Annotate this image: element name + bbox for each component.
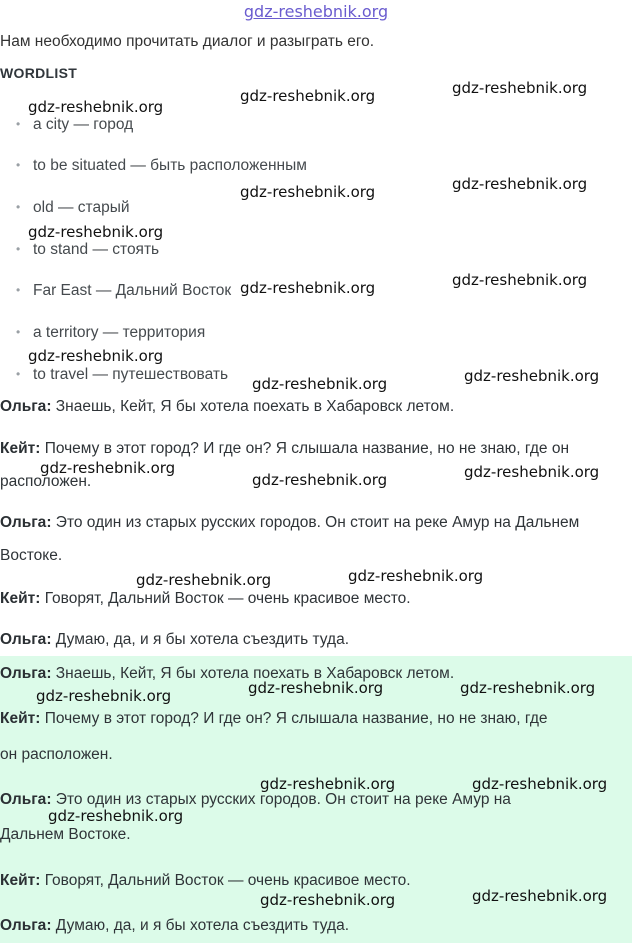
watermark-text: gdz-reshebnik.org — [40, 459, 176, 477]
dialog-line — [0, 710, 548, 728]
speaker-name: Ольга: — [0, 398, 52, 415]
wordlist-item — [16, 324, 205, 342]
bullet-icon: • — [16, 200, 21, 214]
watermark-text: gdz-reshebnik.org — [240, 279, 376, 297]
wordlist-item-text: to stand — стоять — [33, 241, 160, 258]
dialog-text: Думаю, да, и я бы хотела съездить туда. — [55, 631, 349, 648]
dialog-text: Говорят, Дальний Восток — очень красивое место. — [44, 590, 411, 607]
speaker-name: Кейт: — [0, 872, 41, 889]
watermark-text: gdz-reshebnik.org — [28, 223, 164, 241]
watermark-text: gdz-reshebnik.org — [36, 687, 172, 705]
speaker-name: Кейт: — [0, 440, 41, 457]
watermark-text: gdz-reshebnik.org — [452, 175, 588, 193]
wordlist-title: WORDLIST — [0, 65, 78, 81]
dialog-text: Это один из старых русских городов. Он стоит на реке Амур на Дальнем — [55, 514, 580, 531]
dialog-line — [0, 514, 579, 532]
watermark-text: gdz-reshebnik.org — [460, 679, 596, 697]
watermark-text: gdz-reshebnik.org — [472, 775, 608, 793]
dialog-text: Это один из старых русских городов. Он стоит на реке Амур на — [55, 791, 511, 808]
speaker-name: Ольга: — [0, 665, 52, 682]
wordlist-item — [16, 282, 231, 300]
watermark-text: gdz-reshebnik.org — [136, 571, 272, 589]
dialog-line — [0, 665, 454, 683]
speaker-name: Ольга: — [0, 631, 52, 648]
watermark-text: gdz-reshebnik.org — [260, 775, 396, 793]
dialog-line — [0, 917, 349, 935]
dialog-text: Знаешь, Кейт, Я бы хотела поехать в Хабаровск летом. — [55, 398, 455, 415]
dialog-line — [0, 440, 569, 458]
watermark-text: gdz-reshebnik.org — [252, 471, 388, 489]
watermark-text: gdz-reshebnik.org — [260, 891, 396, 909]
speaker-name: Ольга: — [0, 917, 52, 934]
watermark-text: gdz-reshebnik.org — [464, 367, 600, 385]
bullet-icon: • — [16, 367, 21, 381]
dialog-text: Думаю, да, и я бы хотела съездить туда. — [55, 917, 349, 934]
bullet-icon: • — [16, 158, 21, 172]
site-header-link[interactable]: gdz-reshebnik.org — [243, 2, 389, 21]
dialog-text: Говорят, Дальний Восток — очень красивое место. — [44, 872, 411, 889]
wordlist-item — [16, 366, 228, 384]
watermark-text: gdz-reshebnik.org — [48, 807, 184, 825]
intro-text: Нам необходимо прочитать диалог и разыграть его. — [0, 33, 375, 50]
dialog-text: Почему в этот город? И где он? Я слышала название, но не знаю, где — [44, 710, 548, 727]
speaker-name: Кейт: — [0, 710, 41, 727]
bullet-icon: • — [16, 283, 21, 297]
watermark-text: gdz-reshebnik.org — [28, 98, 164, 116]
wordlist-item-text: a city — город — [33, 116, 134, 133]
watermark-text: gdz-reshebnik.org — [252, 375, 388, 393]
wordlist-item — [16, 157, 307, 175]
speaker-name: Ольга: — [0, 791, 52, 808]
dialog-line-continued: Дальнем Востоке. — [0, 826, 131, 843]
watermark-text: gdz-reshebnik.org — [248, 679, 384, 697]
dialog-line — [0, 872, 411, 890]
dialog-line-continued: расположен. — [0, 473, 92, 490]
watermark-text: gdz-reshebnik.org — [472, 887, 608, 905]
bullet-icon: • — [16, 242, 21, 256]
wordlist-item-text: a territory — территория — [33, 324, 206, 341]
wordlist-item-text: to be situated — быть расположенным — [33, 157, 307, 174]
dialog-line — [0, 398, 454, 416]
bullet-icon: • — [16, 325, 21, 339]
watermark-text: gdz-reshebnik.org — [28, 347, 164, 365]
wordlist-item-text: Far East — Дальний Восток — [33, 282, 232, 299]
watermark-text: gdz-reshebnik.org — [240, 183, 376, 201]
watermark-text: gdz-reshebnik.org — [452, 271, 588, 289]
wordlist-item — [16, 199, 130, 217]
watermark-text: gdz-reshebnik.org — [348, 567, 484, 585]
watermark-text: gdz-reshebnik.org — [240, 87, 376, 105]
speaker-name: Ольга: — [0, 514, 52, 531]
wordlist-item — [16, 241, 159, 259]
dialog-line — [0, 590, 411, 608]
dialog-line-continued: он расположен. — [0, 746, 113, 763]
dialog-line — [0, 631, 349, 649]
speaker-name: Кейт: — [0, 590, 41, 607]
dialog-line-continued: Востоке. — [0, 547, 63, 564]
bullet-icon: • — [16, 117, 21, 131]
wordlist-item-text: to travel — путешествовать — [33, 366, 229, 383]
dialog-text: Почему в этот город? И где он? Я слышала название, но не знаю, где он — [44, 440, 570, 457]
wordlist-item-text: old — старый — [33, 199, 130, 216]
dialog-text: Знаешь, Кейт, Я бы хотела поехать в Хабаровск летом. — [55, 665, 455, 682]
watermark-text: gdz-reshebnik.org — [464, 463, 600, 481]
watermark-text: gdz-reshebnik.org — [452, 79, 588, 97]
wordlist-item — [16, 116, 133, 134]
